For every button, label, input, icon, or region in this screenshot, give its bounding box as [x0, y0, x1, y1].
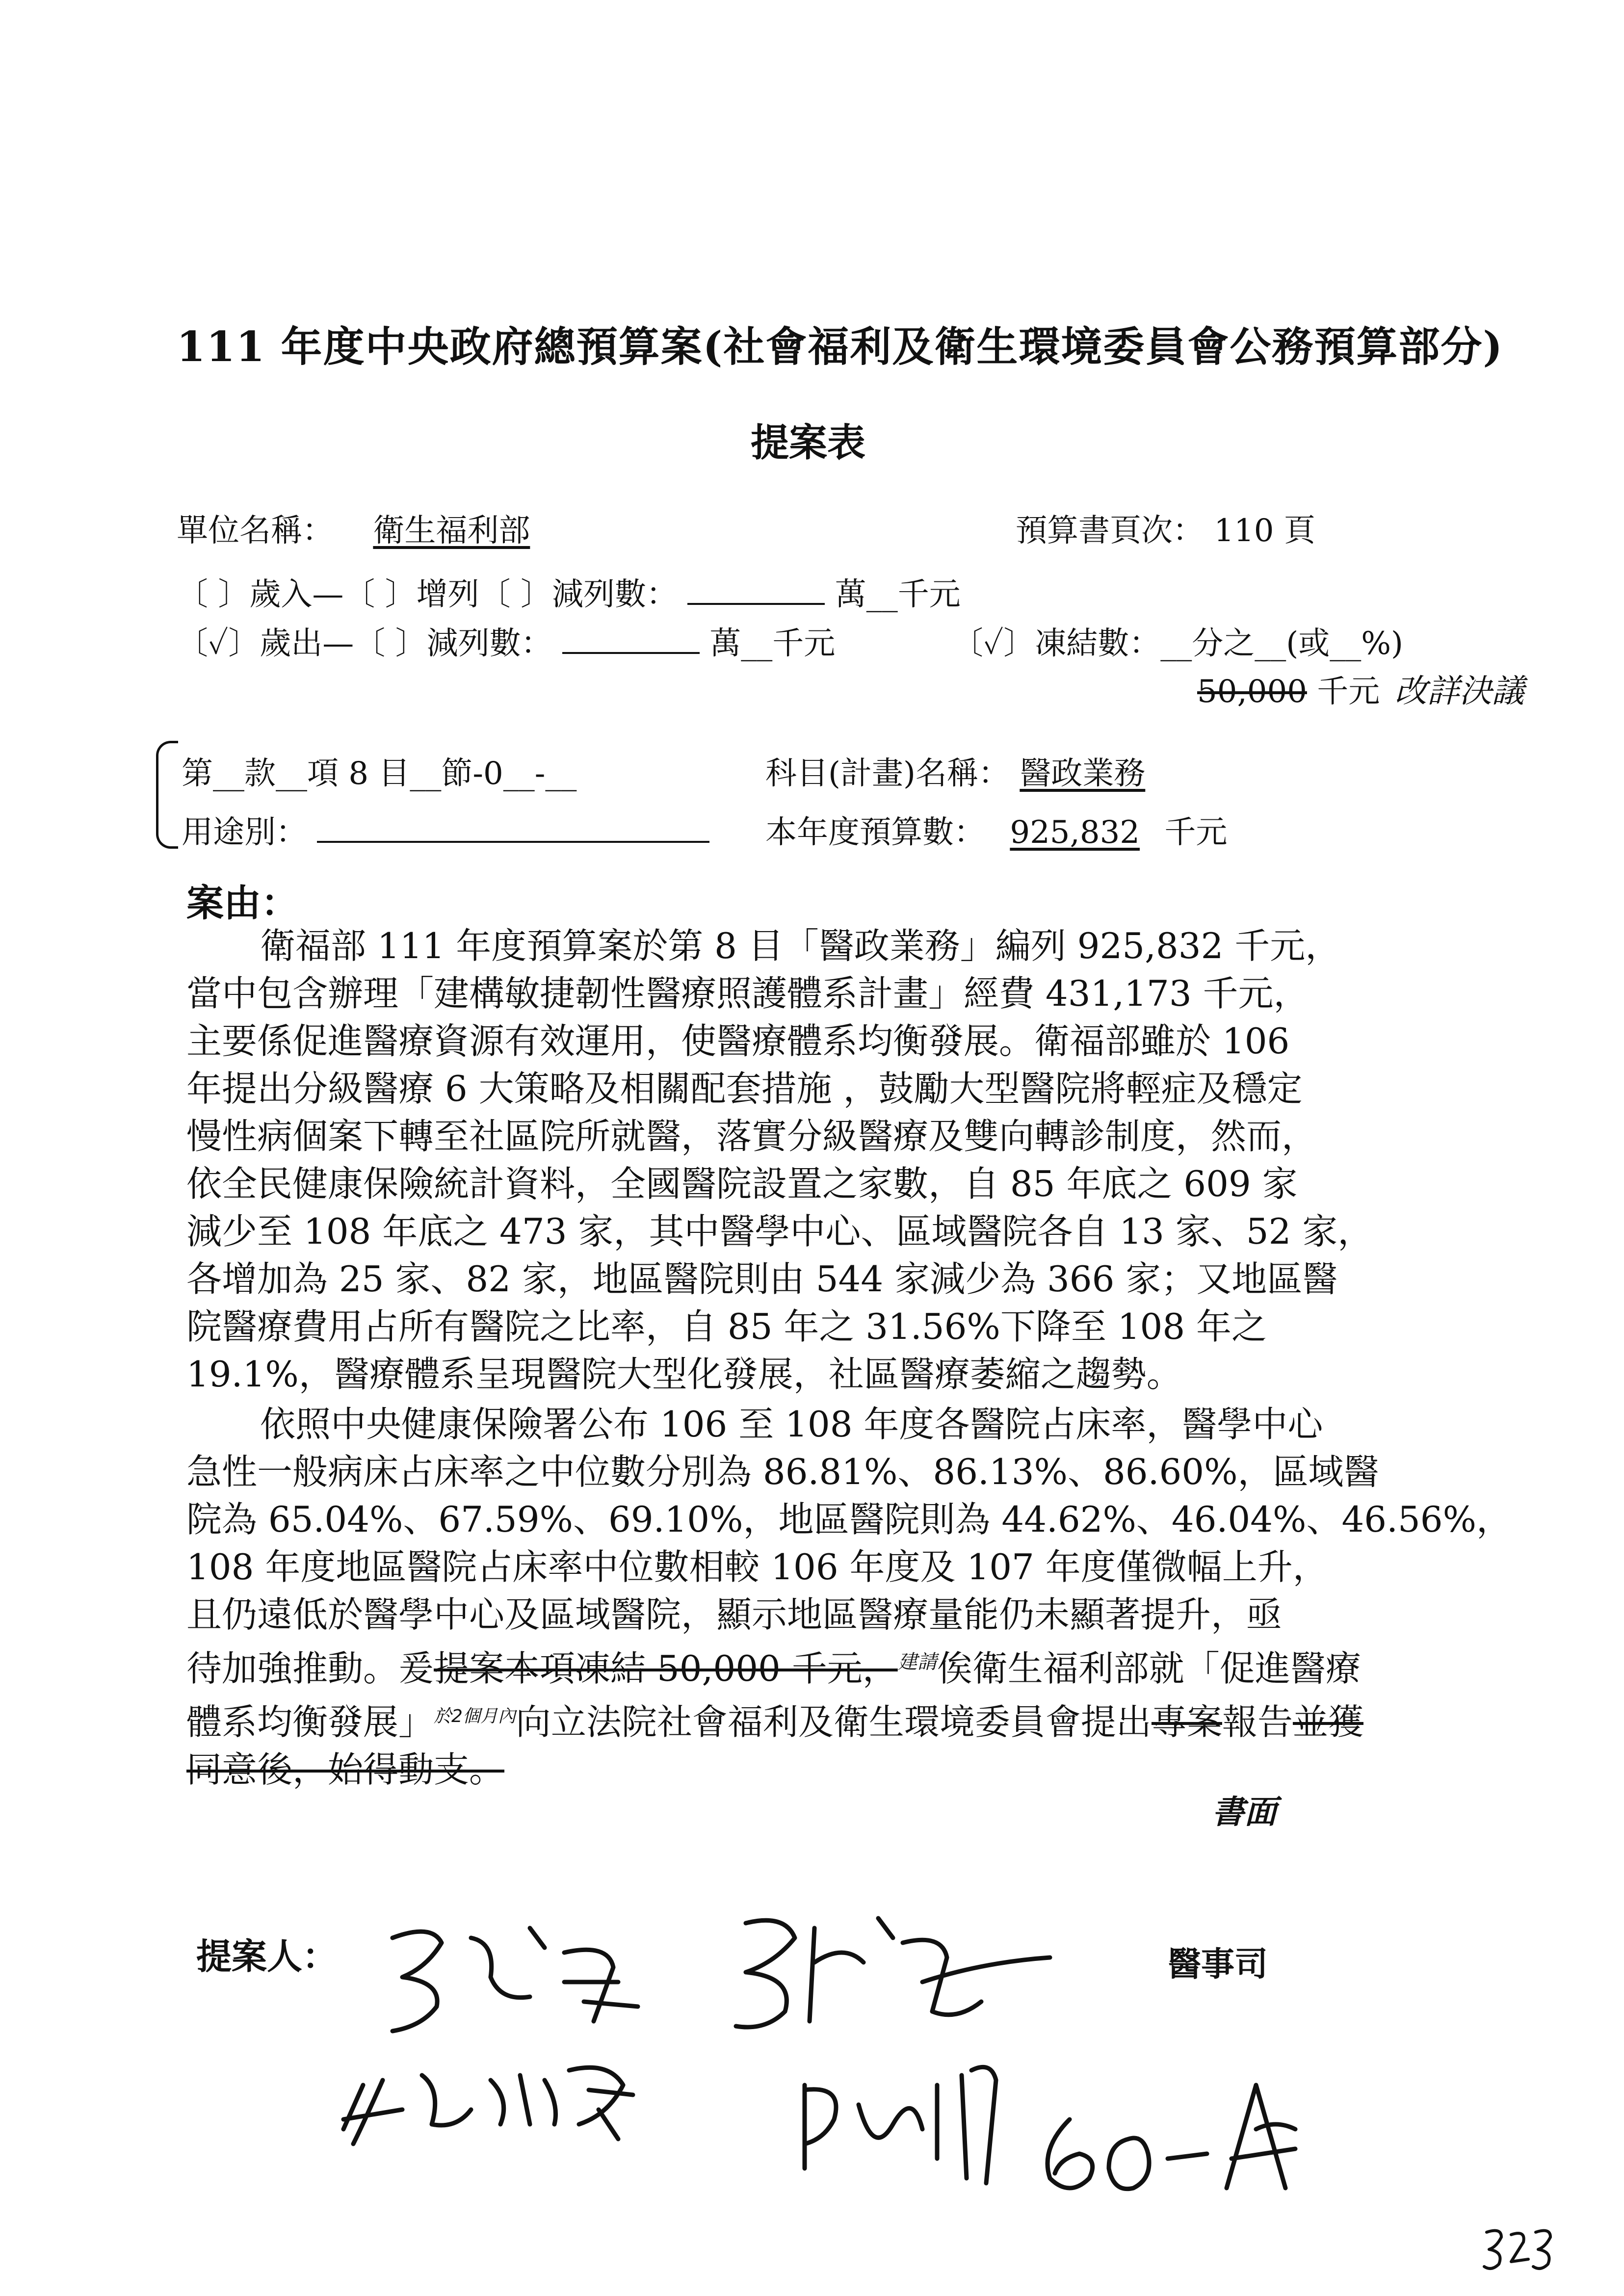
page-number-text: 323 [1560, 2271, 1579, 2283]
signature-2 [736, 1918, 1050, 2027]
p1-line: 減少至 108 年底之 473 家，其中醫學中心、區域醫院各自 13 家、52 家， [186, 1211, 1373, 1252]
budget-value: 925,832 [1010, 814, 1140, 851]
p2-line: 院為 65.04%、67.59%、69.10%，地區醫院則為 44.62%、46.04%、46.56%， [186, 1499, 1512, 1540]
p2-l6-post: 俟衛生福利部就「促進醫療 [937, 1648, 1361, 1689]
p1-line: 各增加為 25 家、82 家，地區醫院則由 544 家減少為 366 家；又地區醫 [186, 1258, 1338, 1300]
p1-line: 慢性病個案下轉至社區院所就醫，落實分級醫療及雙向轉診制度，然而， [186, 1116, 1317, 1157]
revenue-label: 〔 〕歲入—〔 〕增列〔 〕減列數： [177, 576, 678, 613]
p2-l7-pre: 體系均衡發展」 [186, 1701, 434, 1743]
signature-4 [805, 2067, 996, 2183]
p2-l7-struck-2: 並獲 [1292, 1701, 1363, 1743]
freeze-amount-struck: 50,000 [1197, 674, 1307, 710]
p2-l7-post: 報告 [1222, 1701, 1293, 1743]
freeze-unit: 千元 [1317, 674, 1380, 710]
p1-line: 當中包含辦理「建構敏捷韌性醫療照護體系計畫」經費 431,173 千元， [186, 973, 1309, 1014]
expense-label: 〔✓〕歲出—〔 〕減列數： [177, 626, 552, 662]
case-number-mark [1048, 2085, 1295, 2189]
p2-l7-mid: 向立法院社會福利及衛生環境委員會提出 [515, 1701, 1152, 1743]
document-subtitle: 提案表 [751, 420, 866, 465]
p2-l6-pre: 待加強推動。爰 [186, 1648, 434, 1689]
p1-line: 19.1%，醫療體系呈現醫院大型化發展，社區醫療萎縮之趨勢。 [186, 1354, 1182, 1395]
p2-l6-insert: 建請 [897, 1651, 937, 1673]
expense-units: 萬__千元 [709, 626, 836, 662]
p2-line: 急性一般病床占床率之中位數分別為 86.81%、86.13%、86.60%，區域醫 [186, 1451, 1379, 1492]
page-ref-value: 110 頁 [1214, 513, 1315, 549]
p2-l8-struck: 同意後，始得動支。 [186, 1749, 505, 1790]
budget-unit: 千元 [1164, 814, 1228, 851]
p1-line: 衛福部 111 年度預算案於第 8 目「醫政業務」編列 925,832 千元， [260, 925, 1341, 966]
p1-line: 院醫療費用占所有醫院之比率，自 85 年之 31.56%下降至 108 年之 [186, 1306, 1267, 1347]
p1-line: 主要係促進醫療資源有效運用，使醫療體系均衡發展。衛福部雖於 106 [186, 1020, 1290, 1062]
department-name: 醫事司 [1168, 1945, 1268, 1984]
unit-label: 單位名稱： [177, 513, 334, 549]
signature-3 [343, 2067, 633, 2144]
document-title: 111 年度中央政府總預算案(社會福利及衛生環境委員會公務預算部分) [177, 322, 1504, 371]
p2-l7-insert: 於2個月內 [434, 1706, 516, 1726]
signature-1 [393, 1928, 638, 2031]
budget-label: 本年度預算數： [765, 814, 985, 851]
page-ref-label: 預算書頁次： [1016, 513, 1204, 549]
use-label: 用途別： [182, 814, 307, 851]
page-number-mark [1484, 2231, 1550, 2269]
proposer-label: 提案人： [196, 1935, 338, 1977]
p2-line: 依照中央健康保險署公布 106 至 108 年度各醫院占床率，醫學中心 [260, 1404, 1323, 1445]
p2-line: 108 年度地區醫院占床率中位數相較 106 年度及 107 年度僅微幅上升， [186, 1546, 1328, 1588]
section-code: 第__款__項 8 目__節-0__-__ [182, 756, 577, 792]
handwritten-replacement: 書面 [1212, 1793, 1277, 1831]
p1-line: 依全民健康保險統計資料，全國醫院設置之家數，自 85 年底之 609 家 [186, 1163, 1298, 1204]
unit-value: 衛生福利部 [373, 513, 530, 549]
subject-label: 科目(計畫)名稱： [765, 756, 1010, 792]
case-number-text: 60-A [1300, 2159, 1333, 2175]
reason-heading: 案由： [186, 881, 298, 925]
freeze-handwritten-note: 改詳決議 [1394, 672, 1524, 710]
freeze-label: 〔✓〕凍結數：__分之__(或__%) [952, 626, 1404, 662]
p2-l7-struck-1: 專案 [1151, 1701, 1222, 1743]
p1-line: 年提出分級醫療 6 大策略及相關配套措施 ，鼓勵大型醫院將輕症及穩定 [186, 1068, 1303, 1109]
revenue-units: 萬__千元 [835, 576, 961, 613]
p2-line: 且仍遠低於醫學中心及區域醫院，顯示地區醫療量能仍未顯著提升，亟 [186, 1594, 1282, 1635]
subject-value: 醫政業務 [1020, 756, 1146, 792]
p2-l6-struck: 提案本項凍結 50,000 千元， [434, 1648, 898, 1689]
